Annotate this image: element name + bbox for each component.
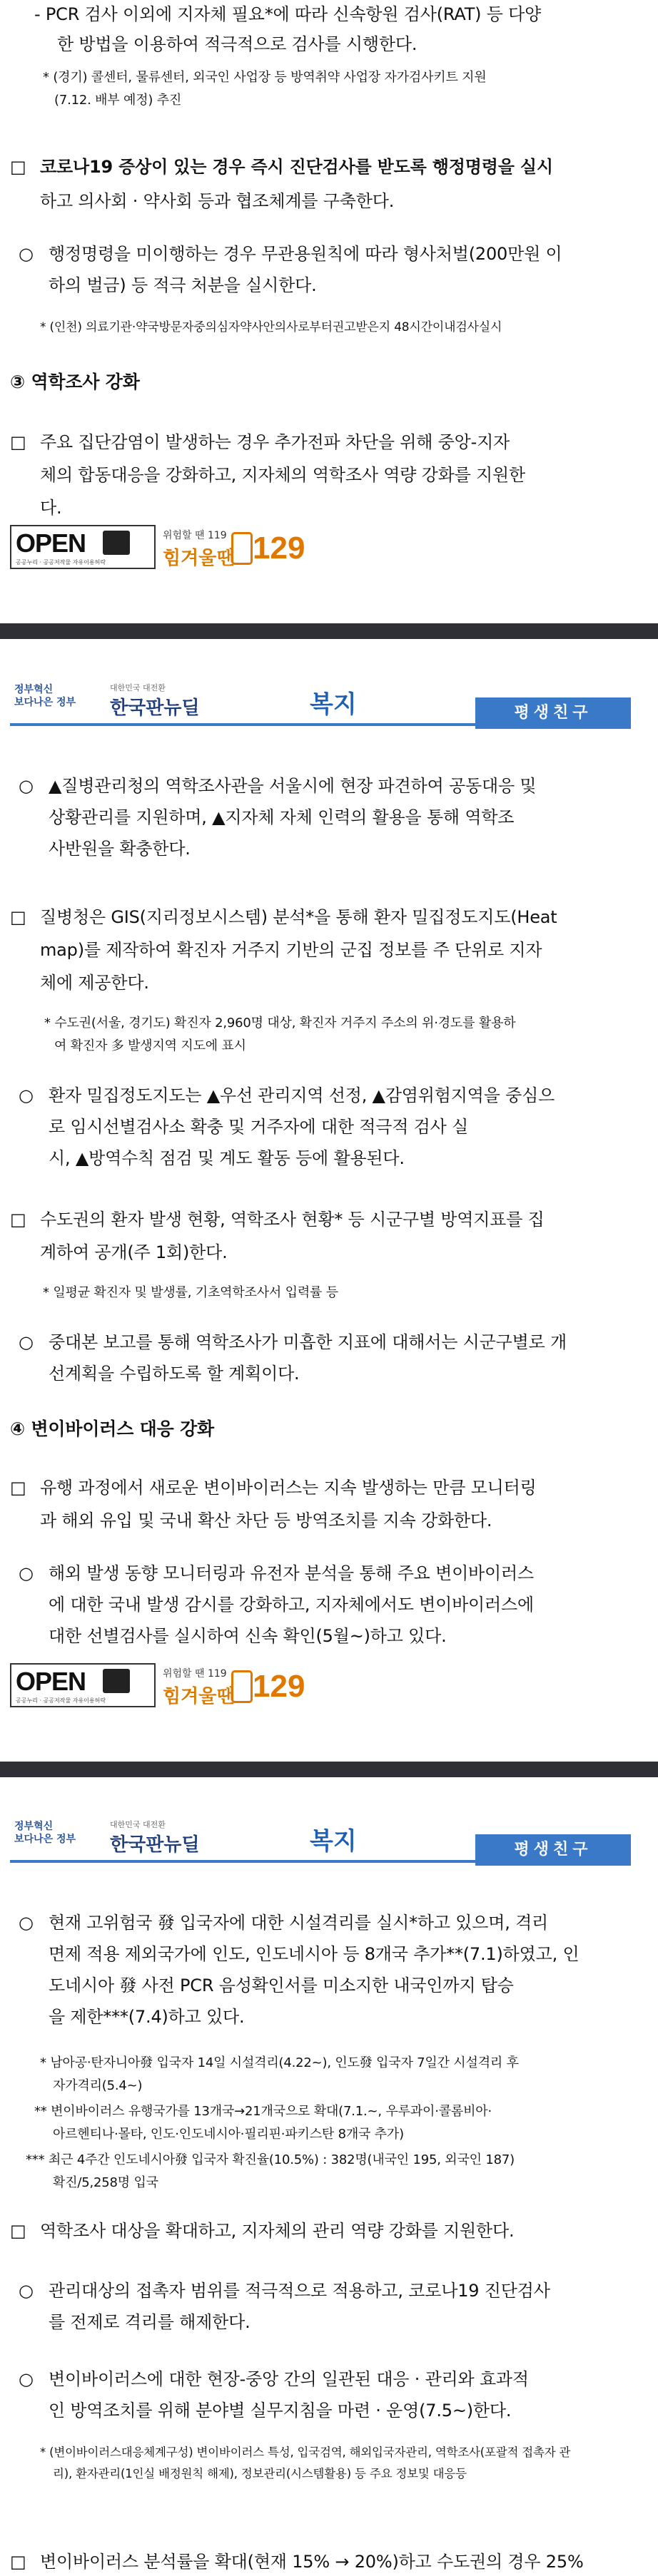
item-text: 에 대한 국내 발생 감시를 강화하고, 지자체에서도 변이바이러스에 [49, 1595, 534, 1615]
circle-bullet-icon: ○ [19, 776, 34, 796]
phone-icon [231, 1670, 253, 1703]
section-heading: ④ 변이바이러스 대응 강화 [10, 1419, 214, 1439]
circle-bullet-icon: ○ [19, 244, 34, 264]
square-bullet-icon: □ [10, 432, 26, 452]
section-heading: ③ 역학조사 강화 [10, 372, 140, 392]
section-text: 주요 집단감염이 발생하는 경우 추가전파 차단을 위해 중앙-지자 [40, 432, 510, 452]
item-text: 상황관리를 지원하며, ▲지자체 자체 인력의 활용을 통해 역학조 [49, 807, 515, 827]
section-text: 계하여 공개(주 1회)한다. [40, 1242, 228, 1262]
welfare-logo: 복지 [310, 1828, 357, 1855]
gov-innovation-logo: 정부혁신 보다나은 정부 [14, 684, 76, 708]
open-license-logo: OPEN 공공누리 · 공공저작물 자유이용허락 [10, 525, 156, 569]
square-bullet-icon: □ [10, 2221, 26, 2241]
square-bullet-icon: □ [10, 907, 26, 927]
section-text: 하고 의사회 · 약사회 등과 협조체계를 구축한다. [40, 191, 395, 211]
item-text: ▲질병관리청의 역학조사관을 서울시에 현장 파견하여 공동대응 및 [49, 776, 537, 796]
page-2 [0, 639, 658, 1724]
circle-bullet-icon: ○ [19, 1332, 34, 1352]
note-line: * 남아공‧탄자니아發 입국자 14일 시설격리(4.22~), 인도發 입국자 7일간 시설격리 후 [40, 2055, 519, 2070]
circle-bullet-icon: ○ [19, 2281, 34, 2301]
person-icon [103, 531, 130, 555]
section-text: 과 해외 유입 및 국내 확산 차단 등 방역조치를 지속 강화한다. [40, 1511, 492, 1530]
item-text: 행정명령을 미이행하는 경우 무관용원칙에 따라 형사처벌(200만원 이 [49, 244, 562, 264]
item-text: 을 제한***(7.4)하고 있다. [49, 2007, 245, 2027]
korean-new-deal-logo: 대한민국 대전환 한국판뉴딜 [110, 1820, 200, 1856]
footer-logos: OPEN 공공누리 · 공공저작물 자유이용허락 위험할 땐 119 힘겨울땐 129 [10, 522, 310, 569]
dash-item-line2: 한 방법을 이용하여 적극적으로 검사를 시행한다. [57, 34, 417, 54]
header-banner [10, 666, 631, 730]
note-line: * 일평균 확진자 및 발생률, 기초역학조사서 입력률 등 [43, 1285, 338, 1300]
item-text: 환자 밀집정도지도는 ▲우선 관리지역 선정, ▲감염위험지역을 중심으 [49, 1085, 555, 1105]
welfare-logo: 복지 [310, 691, 357, 718]
note-line: 확진/5,258명 입국 [53, 2175, 158, 2190]
circle-bullet-icon: ○ [19, 1563, 34, 1583]
item-text: 관리대상의 접촉자 범위를 적극적으로 적용하고, 코로나19 진단검사 [49, 2281, 550, 2301]
section-text: 역학조사 대상을 확대하고, 지자체의 관리 역량 강화를 지원한다. [40, 2221, 515, 2241]
item-text: 면제 적용 제외국가에 인도, 인도네시아 등 8개국 추가**(7.1)하였고, 인 [49, 1944, 579, 1964]
item-text: 변이바이러스에 대한 현장-중앙 간의 일관된 대응 · 관리와 효과적 [49, 2369, 529, 2389]
gov-innovation-logo: 정부혁신 보다나은 정부 [14, 1821, 76, 1845]
page-divider [0, 1762, 658, 1777]
banner-line [10, 1860, 481, 1863]
korean-new-deal-logo: 대한민국 대전환 한국판뉴딜 [110, 683, 200, 719]
note-line: ** 변이바이러스 유행국가를 13개국→21개국으로 확대(7.1.~, 우루과이·콜롬비아· [34, 2104, 492, 2119]
open-license-logo: OPEN 공공누리 · 공공저작물 자유이용허락 [10, 1663, 156, 1707]
section-text: 수도권의 환자 발생 현황, 역학조사 현황* 등 시군구별 방역지표를 집 [40, 1210, 545, 1230]
item-text: 현재 고위험국 發 입국자에 대한 시설격리를 실시*하고 있으며, 격리 [49, 1913, 549, 1933]
page-3 [0, 1777, 658, 2570]
item-text: 를 전제로 격리를 해제한다. [49, 2312, 250, 2332]
lifelong-friend-tag: 평생친구 [475, 1834, 631, 1866]
item-text: 해외 발생 동향 모니터링과 유전자 분석을 통해 주요 변이바이러스 [49, 1563, 534, 1583]
note-line: * 수도권(서울, 경기도) 확진자 2,960명 대상, 확진자 거주지 주소의 위·경도를 활용하 [44, 1016, 516, 1031]
item-text: 사반원을 확충한다. [49, 839, 191, 859]
square-bullet-icon: □ [10, 157, 26, 177]
section-text: 질병청은 GIS(지리정보시스템) 분석*을 통해 환자 밀집정도지도(Heat [40, 907, 557, 927]
banner-line [10, 723, 481, 726]
item-text: 중대본 보고를 통해 역학조사가 미흡한 지표에 대해서는 시군구별로 개 [49, 1332, 567, 1352]
square-bullet-icon: □ [10, 2552, 26, 2572]
note-line: * (인천) 의료기관‧약국방문자중의심자약사안의사로부터권고받은지 48시간이내검사실시 [40, 320, 502, 334]
note-line: *** 최근 4주간 인도네시아發 입국자 확진율(10.5%) : 382명(내국인 195, 외국인 187) [26, 2152, 515, 2167]
item-text: 대한 선별검사를 실시하여 신속 확인(5월~)하고 있다. [49, 1626, 447, 1646]
section-text: 체의 합동대응을 강화하고, 지자체의 역학조사 역량 강화를 지원한 [40, 465, 525, 485]
person-icon [103, 1669, 130, 1693]
square-bullet-icon: □ [10, 1478, 26, 1498]
footer-logos: OPEN 공공누리 · 공공저작물 자유이용허락 위험할 땐 119 힘겨울땐 129 [10, 1660, 310, 1707]
item-text: 선계획을 수립하도록 할 계획이다. [49, 1364, 300, 1384]
phone-icon [231, 532, 253, 565]
note-line: (7.12. 배부 예정) 추진 [54, 93, 182, 108]
section-text: 다. [40, 498, 62, 518]
circle-bullet-icon: ○ [19, 1085, 34, 1105]
dash-item-line1: - PCR 검사 이외에 지자체 필요*에 따라 신속항원 검사(RAT) 등 다양 [34, 4, 542, 24]
section-text: 변이바이러스 분석률을 확대(현재 15% → 20%)하고 수도권의 경우 25% [40, 2552, 584, 2572]
item-text: 도네시아 發 사전 PCR 음성확인서를 미소지한 내국인까지 탑승 [49, 1976, 514, 1995]
item-text: 시, ▲방역수칙 점검 및 계도 활동 등에 활용된다. [49, 1148, 405, 1168]
note-line: 여 확진자 多 발생지역 지도에 표시 [54, 1038, 246, 1053]
page-1 [0, 0, 658, 576]
circle-bullet-icon: ○ [19, 2369, 34, 2389]
section-text: 체에 제공한다. [40, 973, 149, 993]
note-line: * (변이바이러스대응체계구성) 변이바이러스 특성, 입국검역, 해외입국자관리, 역학조사(포괄적 접촉자 관 [40, 2445, 571, 2459]
square-bullet-icon: □ [10, 1210, 26, 1230]
section-text: map)를 제작하여 확진자 거주지 기반의 군집 정보를 주 단위로 지자 [40, 940, 542, 960]
page-divider [0, 623, 658, 639]
note-line: 리), 환자관리(1인실 배정원칙 해제), 정보관리(시스템활용) 등 주요 정보및 대응등 [53, 2467, 467, 2480]
item-text: 하의 벌금) 등 적극 처분을 실시한다. [49, 275, 317, 295]
circle-bullet-icon: ○ [19, 1913, 34, 1933]
section-text: 유행 과정에서 새로운 변이바이러스는 지속 발생하는 만큼 모니터링 [40, 1478, 537, 1498]
section-text: 코로나19 증상이 있는 경우 즉시 진단검사를 받도록 행정명령을 실시 [40, 157, 553, 177]
item-text: 인 방역조치를 위해 분야별 실무지침을 마련 · 운영(7.5~)한다. [49, 2401, 512, 2421]
note-line: * (경기) 콜센터, 물류센터, 외국인 사업장 등 방역취약 사업장 자가검사키트 지원 [43, 70, 487, 85]
note-line: 자가격리(5.4~) [53, 2078, 143, 2093]
header-banner [10, 1803, 631, 1867]
item-text: 로 임시선별검사소 확충 및 거주자에 대한 적극적 검사 실 [49, 1117, 469, 1137]
lifelong-friend-tag: 평생친구 [475, 697, 631, 729]
note-line: 아르헨티나·몰타, 인도·인도네시아·필리핀·파키스탄 8개국 추가) [53, 2127, 404, 2142]
